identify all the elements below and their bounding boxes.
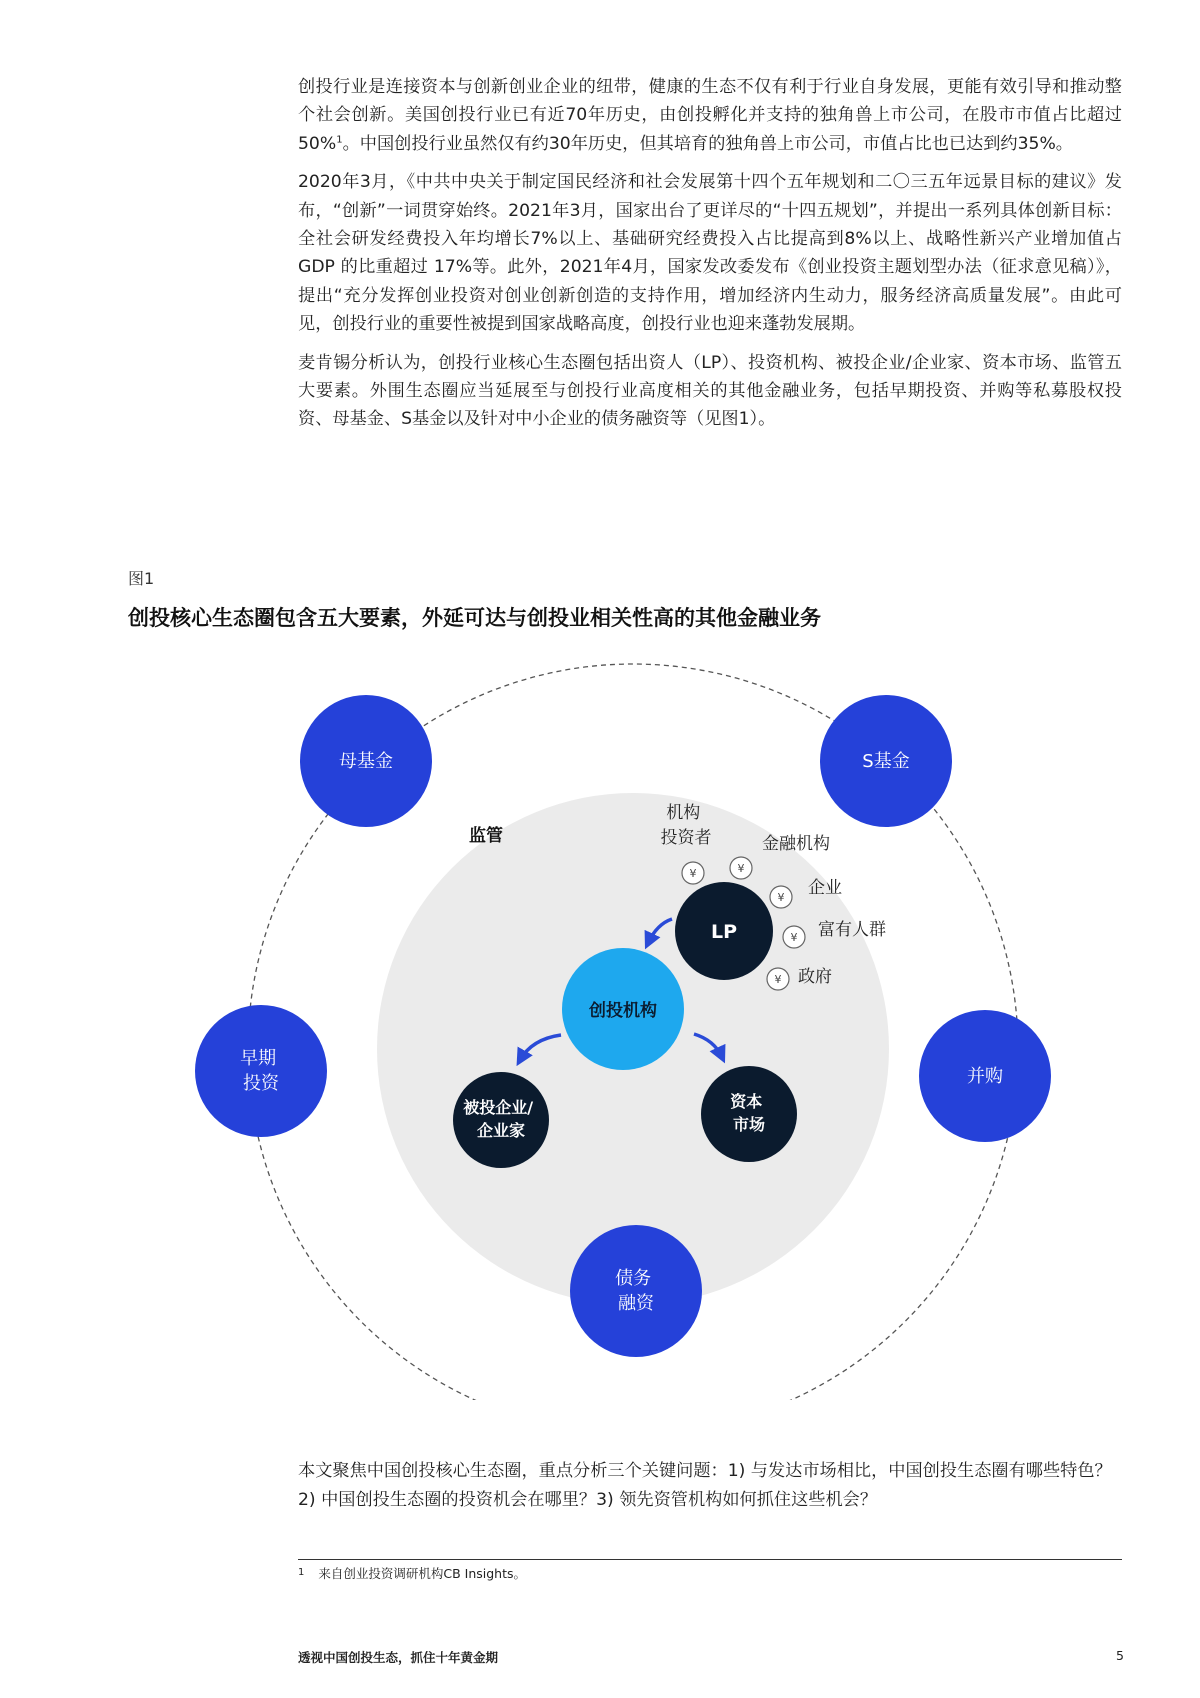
yen-coin-icon [730,857,752,879]
portfolio-company-node [453,1072,549,1168]
debt-financing-node [570,1225,702,1357]
body-text [298,73,1122,444]
lp-source-enterprise: 企业 [808,878,842,898]
yen-coin-icon [770,886,792,908]
footnote [298,1564,526,1582]
portfolio-company-line: 被投企业/ [463,1098,534,1117]
paragraph-2: 2020年3月，《中共中央关于制定国民经济和社会发展第十四个五年规划和二〇三五年远景目标的建议》发布，“创新”一词贯穿始终。2021年3月，国家出台了更详尽的“十四五规划”，并提出一系列具体创新目标：全社会研发经费投入年均增长7%以上、基础研究经费投入占比提高到8%以上、战略性新兴产业增加值占 GDP 的比重超过 17%等。此外，2021年4月，国家发改委发布《创业投资主题划型办法（征求意见稿）》，提出“充分发挥创业投资对创业创新创造的支持作用，增加经济内生动力，服务经济高质量发展”。由此可见，创投行业的重要性被提到国家战略高度，创投行业也迎来蓬勃发展期。 [298,172,1122,335]
footnote-ref[interactable]: 1 [336,134,343,146]
svg-text:¥: ¥ [689,867,697,880]
m-and-a-label: 并购 [967,1066,1003,1087]
debt-financing-line: 融资 [618,1293,654,1314]
yen-coin-icon [783,926,805,948]
closing-paragraph: 本文聚焦中国创投核心生态圈，重点分析三个关键问题：1) 与发达市场相比，中国创投生态圈有哪些特色？2) 中国创投生态圈的投资机会在哪里？3) 领先资管机构如何抓住这些机会？ [298,1461,1112,1510]
capital-market-node [701,1066,797,1162]
lp-source-financial-institution: 金融机构 [762,834,830,854]
capital-market-line: 市场 [732,1115,766,1134]
early-stage-node [195,1005,327,1137]
s-fund-label: S基金 [862,751,910,772]
page-number: 5 [1116,1648,1124,1663]
svg-text:¥: ¥ [774,973,782,986]
lp-source-line: 投资者 [660,828,712,848]
yen-coin-icon [767,968,789,990]
figure-title: 创投核心生态圈包含五大要素，外延可达与创投业相关性高的其他金融业务 [128,606,821,630]
ecosystem-diagram [0,640,1200,1400]
footnote-text: 来自创业投资调研机构CB Insights。 [318,1566,527,1581]
lp-node-label: LP [710,921,738,943]
lp-source-wealthy-individuals: 富有人群 [818,920,886,940]
figure-label: 图1 [128,569,155,588]
capital-market-line: 资本 [730,1092,763,1111]
fund-of-funds-label: 母基金 [339,751,393,772]
lp-source-line: 机构 [666,803,701,823]
footer-title: 透视中国创投生态，抓住十年黄金期 [298,1650,499,1665]
paragraph-1: 创投行业是连接资本与创新创业企业的纽带，健康的生态不仅有利于行业自身发展，更能有效引导和推动整个社会创新。美国创投行业已有近70年历史，由创投孵化并支持的独角兽上市公司，在股市市值占比超过50%$^1$。中国创投行业虽然仅有约30年历史，但其培育的独角兽上市公司，市值占比也已达到约35%。 [298,77,1122,154]
footnote-mark: 1 [298,1567,305,1578]
yen-coin-icon [682,862,704,884]
portfolio-company-line: 企业家 [476,1121,526,1140]
early-stage-line: 早期 [240,1048,277,1069]
paragraph-3: 麦肯锡分析认为，创投行业核心生态圈包括出资人（LP）、投资机构、被投企业/企业家、资本市场、监管五大要素。外围生态圈应当延展至与创投行业高度相关的其他金融业务，包括早期投资、并购等私募股权投资、母基金、S基金以及针对中小企业的债务融资等（见图1）。 [298,352,1122,430]
debt-financing-line: 债务 [615,1268,652,1289]
early-stage-line: 投资 [243,1073,279,1094]
vc-institution-label: 创投机构 [589,1001,657,1021]
svg-text:¥: ¥ [737,862,745,875]
lp-source-government: 政府 [798,967,832,987]
regulation-label: 监管 [469,826,503,846]
svg-text:¥: ¥ [777,891,785,904]
footnote-divider [298,1559,1122,1560]
svg-text:¥: ¥ [790,931,798,944]
